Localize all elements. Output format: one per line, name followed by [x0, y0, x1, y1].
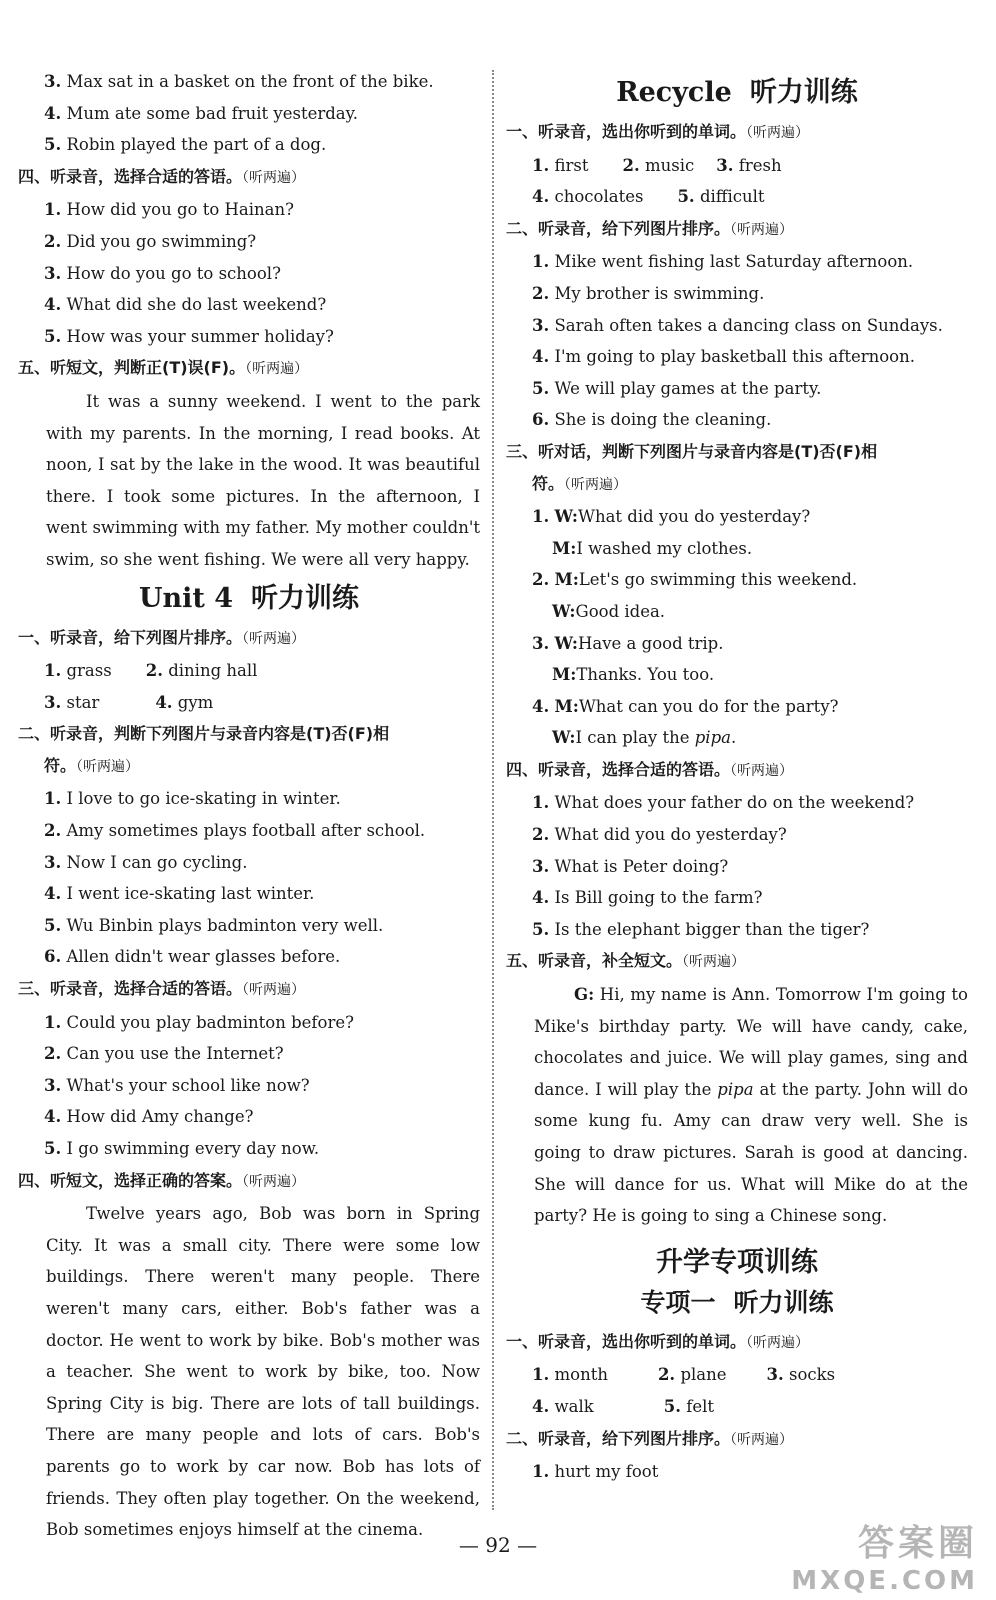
list-item: 2. My brother is swimming. — [532, 283, 765, 303]
list-item: 1. first 2. music 3. fresh — [532, 155, 782, 175]
list-item: 5. Wu Binbin plays badminton very well. — [44, 915, 384, 935]
list-item: 3. Max sat in a basket on the front of the bike. — [44, 72, 434, 91]
list-item: 4. chocolates 5. difficult — [532, 187, 765, 207]
list-item: 3. What's your school like now? — [44, 1075, 310, 1095]
dialog-line: M:Thanks. You too. — [552, 665, 715, 685]
special-heading: 升学专项训练 — [656, 1246, 818, 1278]
watermark-logo — [791, 1515, 978, 1596]
section-title: 五、听短文，判断正(T)误(F)。（听两遍） — [18, 358, 309, 378]
section-title: 二、听录音，给下列图片排序。（听两遍） — [506, 218, 794, 238]
section-title-cont: 符。（听两遍） — [44, 755, 140, 775]
list-item: 5. Robin played the part of a dog. — [44, 135, 327, 155]
list-item: 3. Sarah often takes a dancing class on Sundays. — [532, 315, 943, 335]
list-item: 1. What does your father do on the weekend? — [532, 793, 915, 813]
list-item: 4. walk 5. felt — [532, 1396, 714, 1416]
unit-heading: Recycle 听力训练 — [616, 77, 858, 108]
left-column — [18, 66, 480, 1546]
section-title: 三、听录音，选择合适的答语。（听两遍） — [18, 979, 306, 999]
list-item: 4. What did she do last weekend? — [44, 295, 327, 315]
section-title: 一、听录音，给下列图片排序。（听两遍） — [18, 627, 306, 647]
list-item: 2. Amy sometimes plays football after school. — [44, 821, 426, 841]
list-item: 5. Is the elephant bigger than the tiger? — [532, 919, 870, 939]
section-title: 四、听录音，选择合适的答语。（听两遍） — [506, 759, 794, 779]
list-item: 5. How was your summer holiday? — [44, 326, 334, 346]
dialog-line: 1. W:What did you do yesterday? — [532, 507, 811, 527]
section-title-cont: 符。（听两遍） — [532, 473, 628, 493]
section-title: 四、听录音，选择合适的答语。（听两遍） — [18, 166, 306, 186]
list-item: 1. Mike went fishing last Saturday afternoon. — [532, 252, 914, 272]
dialog-line: 2. M:Let's go swimming this weekend. — [532, 570, 858, 590]
watermark-line1: 答案圈 — [857, 1523, 978, 1564]
page-number: — 92 — — [458, 1533, 538, 1557]
list-item: 5. We will play games at the party. — [532, 378, 822, 398]
section-title: 三、听对话，判断下列图片与录音内容是(T)否(F)相 — [506, 441, 878, 461]
list-item: 3. What is Peter doing? — [532, 856, 729, 876]
dialog-line: M:I washed my clothes. — [552, 538, 753, 558]
list-item: 3. Now I can go cycling. — [44, 852, 248, 872]
section-title: 一、听录音，选出你听到的单词。（听两遍） — [506, 1331, 810, 1351]
list-item: 2. What did you do yesterday? — [532, 825, 787, 845]
list-item: 4. I went ice-skating last winter. — [44, 884, 315, 904]
special-subheading: 专项一 听力训练 — [640, 1287, 834, 1317]
list-item: 4. I'm going to play basketball this afternoon. — [532, 347, 915, 367]
list-item: 1. How did you go to Hainan? — [44, 200, 294, 220]
list-item: 1. grass 2. dining hall — [44, 661, 258, 681]
list-item: 2. Can you use the Internet? — [44, 1044, 284, 1064]
list-item: 3. star 4. gym — [44, 692, 214, 712]
list-item: 3. How do you go to school? — [44, 263, 281, 283]
list-item: 1. hurt my foot — [532, 1462, 659, 1482]
section-title: 一、听录音，选出你听到的单词。（听两遍） — [506, 122, 810, 141]
list-item: 4. Mum ate some bad fruit yesterday. — [44, 103, 359, 123]
right-column — [506, 66, 968, 1488]
section-title: 五、听录音，补全短文。（听两遍） — [506, 951, 746, 971]
dialog-line: W:Good idea. — [552, 601, 666, 621]
passage: It was a sunny weekend. I went to the park with my parents. In the morning, I read books. At noon, I sat by the lake in the wood. It was beautiful there. I took some pictures. In the afternoon, I went swimming with my father. My mother couldn't swim, so she went fishing. We were all very happy. — [46, 391, 480, 569]
watermark-line2: MXQE.COM — [791, 1566, 978, 1596]
dialog-line: 4. M:What can you do for the party? — [532, 696, 839, 716]
column-divider — [492, 70, 494, 1510]
passage: G: Hi, my name is Ann. Tomorrow I'm going to Mike's birthday party. We will have candy, cake, chocolates and juice. We will play games, sing and dance. I will play the pipa at the party. John will do some kung fu. Amy can draw very well. She is going to draw pictures. Sarah is good at dancing. She will dance for us. What will Mike do at the party? He is going to sing a Chinese song. — [534, 985, 968, 1226]
list-item: 6. She is doing the cleaning. — [532, 410, 772, 430]
section-title: 二、听录音，给下列图片排序。（听两遍） — [506, 1428, 794, 1448]
dialog-line: W:I can play the pipa. — [552, 728, 737, 748]
list-item: 4. Is Bill going to the farm? — [532, 888, 763, 908]
list-item: 6. Allen didn't wear glasses before. — [44, 947, 341, 967]
section-title: 四、听短文，选择正确的答案。（听两遍） — [18, 1170, 306, 1190]
list-item: 1. month 2. plane 3. socks — [532, 1365, 836, 1385]
dialog-line: 3. W:Have a good trip. — [532, 633, 724, 653]
list-item: 4. How did Amy change? — [44, 1107, 254, 1127]
section-title: 二、听录音，判断下列图片与录音内容是(T)否(F)相 — [18, 724, 390, 744]
passage: Twelve years ago, Bob was born in Spring City. It was a small city. There were some low buildings. There weren't many people. There weren't many cars, either. Bob's father was a doctor. He went to work by bike. Bob's mother was a teacher. She went to work by bike, too. Now Spring City is big. There are lots of tall buildings. There are many people and lots of cars. Bob's parents go to work by car now. Bob has lots of friends. They often play together. On the weekend, Bob sometimes enjoys himself at the cinema. — [46, 1204, 480, 1540]
list-item: 1. Could you play badminton before? — [44, 1012, 354, 1032]
list-item: 1. I love to go ice-skating in winter. — [44, 789, 341, 809]
list-item: 5. I go swimming every day now. — [44, 1139, 320, 1158]
list-item: 2. Did you go swimming? — [44, 231, 257, 251]
unit-heading: Unit 4 听力训练 — [138, 582, 360, 614]
